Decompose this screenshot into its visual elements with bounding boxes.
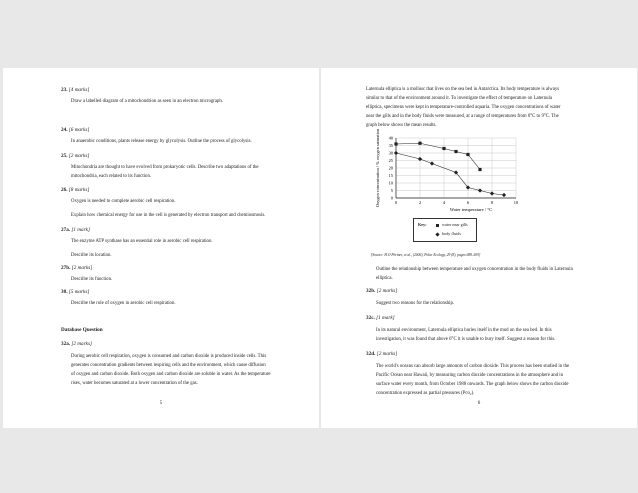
- data-point-body-fluids: [502, 193, 506, 197]
- text-line: Suggest two reasons for the relationship.: [376, 301, 455, 306]
- x-tick-label: 0: [394, 200, 398, 205]
- question-number: 27a.: [61, 227, 71, 233]
- question-marks: [1 mark]: [376, 315, 395, 321]
- question-26: [61, 186, 89, 194]
- text-line: Oxygen is needed to complete aerobic cell respiration.: [71, 199, 176, 204]
- question-text: [71, 137, 311, 146]
- text-line: In its natural environment, Laternula elliptica buries itself in the mud on the sea bed. In this: [376, 328, 552, 333]
- x-tick-label: 8: [490, 200, 494, 205]
- question-32d-text: [376, 362, 606, 398]
- text-line: near the gills and in the body fluids were measured, at a range of temperatures from 0°C to 9°C. The: [366, 114, 559, 120]
- question-number: 30.: [61, 289, 68, 295]
- database-heading: Database Question: [61, 327, 103, 333]
- y-tick-label: 35: [388, 143, 393, 148]
- question-marks: [1 mark]: [71, 227, 90, 233]
- oxygen-chart-svg: [321, 68, 637, 268]
- data-point-gills: [394, 142, 397, 145]
- question-32a: [61, 340, 92, 348]
- text-line: graph below shows the mean results.: [366, 123, 437, 129]
- question-32a-prompt: [376, 265, 606, 283]
- question-marks: [2 marks]: [71, 265, 93, 271]
- question-number: 32b.: [366, 288, 376, 294]
- data-point-body-fluids: [490, 191, 494, 195]
- chart-legend: [413, 218, 477, 242]
- text-line: of oxygen and carbon dioxide. Both oxygen and carbon dioxide are soluble in water. As the temperature: [71, 372, 271, 378]
- question-32b: [366, 287, 397, 295]
- text-line: Mitochondria are thought to have evolved from prokaryotic cells. Describe two adaptations of the: [71, 165, 259, 170]
- question-25: [61, 152, 89, 160]
- data-point-gills: [478, 168, 481, 171]
- text-line: rises, water becomes saturated at a lower concentration of the gas.: [71, 381, 198, 387]
- text-line: In anaerobic conditions, plants release energy by glycolysis. Outline the process of glycolysis.: [71, 139, 252, 144]
- question-27a: [61, 226, 90, 234]
- question-marks: [2 marks]: [68, 153, 90, 159]
- x-tick-label: 6: [466, 200, 470, 205]
- question-marks: [2 marks]: [376, 288, 398, 294]
- diamond-marker-icon: [435, 232, 439, 236]
- y-axis-label: Oxygen concentration / % oxygen saturation: [375, 128, 380, 208]
- chart-source: [Source: H.O Pörtner, et al., (2006), Polar Ecology, 29 (8), pages 688–693]: [371, 253, 481, 257]
- legend-label: body fluids: [442, 231, 461, 236]
- square-marker-icon: [436, 224, 439, 227]
- text-line: Describe its function.: [71, 277, 113, 282]
- question-marks: [6 marks]: [68, 127, 90, 133]
- y-tick-label: 10: [388, 180, 393, 186]
- text-line: The enzyme ATP synthase has an essential role in aerobic cell respiration.: [71, 239, 213, 244]
- question-32a-text: [71, 352, 311, 388]
- question-32c-text: [376, 326, 606, 344]
- question-text: [71, 97, 311, 106]
- question-number: 32d.: [366, 351, 376, 357]
- page-number: 6: [477, 401, 481, 406]
- question-marks: [5 marks]: [68, 289, 90, 295]
- text-line: Describe the role of oxygen in aerobic cell respiration.: [71, 301, 176, 306]
- question-text: [71, 163, 311, 181]
- question-30: [61, 288, 89, 296]
- question-number: 24.: [61, 127, 68, 133]
- page-number: 5: [159, 401, 163, 406]
- data-point-body-fluids: [394, 151, 398, 155]
- question-marks: [8 marks]: [68, 187, 90, 193]
- question-number: 25.: [61, 153, 68, 159]
- legend-item-body: [436, 231, 461, 236]
- question-text: [71, 197, 311, 220]
- x-tick-label: 4: [442, 200, 446, 205]
- question-number: 26.: [61, 187, 68, 193]
- text-line: Explain how chemical energy for use in the cell is generated by electron transport and chemiosmosis.: [71, 213, 266, 219]
- data-point-gills: [418, 142, 421, 145]
- text-line: Pacific Ocean near Hawaii, by measuring carbon dioxide concentrations in the atmosphere and in: [376, 373, 564, 379]
- data-point-gills: [454, 150, 457, 153]
- question-number: 27b.: [61, 265, 71, 271]
- y-tick-label: 25: [388, 158, 393, 163]
- data-point-gills: [466, 153, 469, 156]
- question-32b-text: [376, 299, 606, 308]
- y-tick-label: 0: [390, 195, 393, 201]
- text-line: Describe its location.: [71, 253, 112, 259]
- y-tick-label: 15: [388, 173, 393, 178]
- data-point-body-fluids: [430, 161, 434, 165]
- y-tick-label: 30: [388, 150, 393, 156]
- question-23: [61, 86, 89, 94]
- x-axis-label: Water temperature / °C: [449, 207, 493, 212]
- text-line: Laternula elliptica is a mollusc that lives on the sea bed in Antarctica. Its body temperature is always: [366, 87, 560, 92]
- page-right: [321, 68, 637, 428]
- x-tick-label: 10: [513, 200, 519, 205]
- question-marks: [2 marks]: [376, 351, 398, 357]
- text-line: elliptica, specimens were kept in temperature-controlled aquaria. The oxygen concentrations of water: [366, 105, 561, 111]
- text-line: mitochondria, each related to its function.: [71, 174, 152, 180]
- series-line-body-fluids: [396, 153, 504, 195]
- question-32d: [366, 350, 397, 358]
- x-tick-label: 2: [418, 200, 422, 205]
- y-tick-label: 20: [388, 165, 393, 171]
- text-line: similar to that of the environment around it. To investigate the effect of temperature on Laternula: [366, 96, 552, 102]
- question-text: [71, 237, 311, 260]
- question-24: [61, 126, 89, 134]
- question-text: [71, 275, 311, 284]
- y-tick-label: 40: [388, 135, 393, 141]
- y-tick-label: 5: [390, 188, 393, 193]
- text-line: elliptica.: [376, 276, 393, 282]
- question-32c: [366, 314, 395, 322]
- text-line: The world's oceans can absorb large amounts of carbon dioxide. This process has been studied in the: [376, 364, 570, 369]
- question-number: 23.: [61, 87, 68, 93]
- question-marks: [4 marks]: [68, 87, 90, 93]
- question-marks: [2 marks]: [71, 341, 92, 347]
- data-point-gills: [442, 147, 445, 150]
- question-27b: [61, 264, 92, 272]
- question-text: [71, 299, 311, 308]
- legend-item-gills: [436, 222, 468, 227]
- text-line: investigation, it was found that above 6°C it is unable to bury itself. Suggest a reason for this.: [376, 337, 556, 343]
- text-line: During aerobic cell respiration, oxygen is consumed and carbon dioxide is produced inside cells. This: [71, 354, 267, 359]
- text-line: surface water every month, from October 1988 onwards. The graph below shows the carbon dioxide: [376, 382, 569, 388]
- oxygen-chart: [321, 68, 637, 273]
- text-line: Outline the relationship between temperature and oxygen concentration in the body fluids in Laternula: [376, 267, 573, 272]
- data-point-body-fluids: [478, 188, 482, 192]
- legend-title: Key:: [418, 222, 427, 227]
- text-line: Draw a labelled diagram of a mitochondrion as seen in an electron micrograph.: [71, 99, 223, 104]
- page-left: [3, 68, 319, 428]
- legend-label: water near gills: [442, 222, 468, 227]
- question-number: 32c.: [366, 315, 375, 321]
- question-number: 32a.: [61, 341, 71, 347]
- text-line: concentration expressed as partial pressures (Pco₂).: [376, 391, 475, 397]
- text-line: generates concentration gradients between respiring cells and the environment, which cause diffusion: [71, 363, 266, 369]
